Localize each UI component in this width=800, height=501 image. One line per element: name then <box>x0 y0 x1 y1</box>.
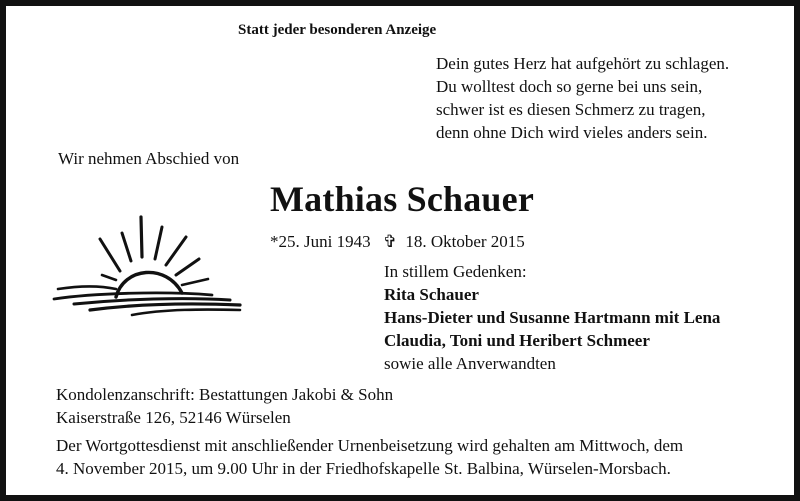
mourner-name: Claudia, Toni und Heribert Schmeer <box>384 331 650 350</box>
mourners-intro: In stillem Gedenken: <box>384 262 527 281</box>
poem-line: Du wolltest doch so gerne bei uns sein, <box>436 77 703 96</box>
poem <box>436 52 729 144</box>
farewell-intro: Wir nehmen Abschied von <box>58 149 240 168</box>
mourners <box>384 260 720 375</box>
sunrise-icon <box>44 209 244 324</box>
condolence-line: Kondolenzanschrift: Bestattungen Jakobi & Sohn <box>56 385 394 404</box>
mourner-name: Rita Schauer <box>384 285 479 304</box>
service-line: Der Wortgottesdienst mit anschließender Urnenbeisetzung wird gehalten am Mittwoch, dem <box>56 436 684 455</box>
condolence-line: Kaiserstraße 126, 52146 Würselen <box>56 408 291 427</box>
service-info <box>56 434 683 480</box>
deceased-name: Mathias Schauer <box>270 179 534 219</box>
death-date: 18. Oktober 2015 <box>405 232 525 251</box>
condolence-address <box>56 383 393 429</box>
poem-line: schwer ist es diesen Schmerz zu tragen, <box>436 100 706 119</box>
notice-header: Statt jeder besonderen Anzeige <box>238 22 437 38</box>
mourners-closing: sowie alle Anverwandten <box>384 354 556 373</box>
poem-line: Dein gutes Herz hat aufgehört zu schlagen. <box>436 54 730 73</box>
service-line: 4. November 2015, um 9.00 Uhr in der Friedhofskapelle St. Balbina, Würselen-Morsbach. <box>56 459 671 478</box>
life-dates <box>270 232 525 252</box>
mourner-name: Hans-Dieter und Susanne Hartmann mit Lena <box>384 308 721 327</box>
cross-icon: ✞ <box>382 232 398 251</box>
birth-date: *25. Juni 1943 <box>270 232 371 251</box>
poem-line: denn ohne Dich wird vieles anders sein. <box>436 123 708 142</box>
